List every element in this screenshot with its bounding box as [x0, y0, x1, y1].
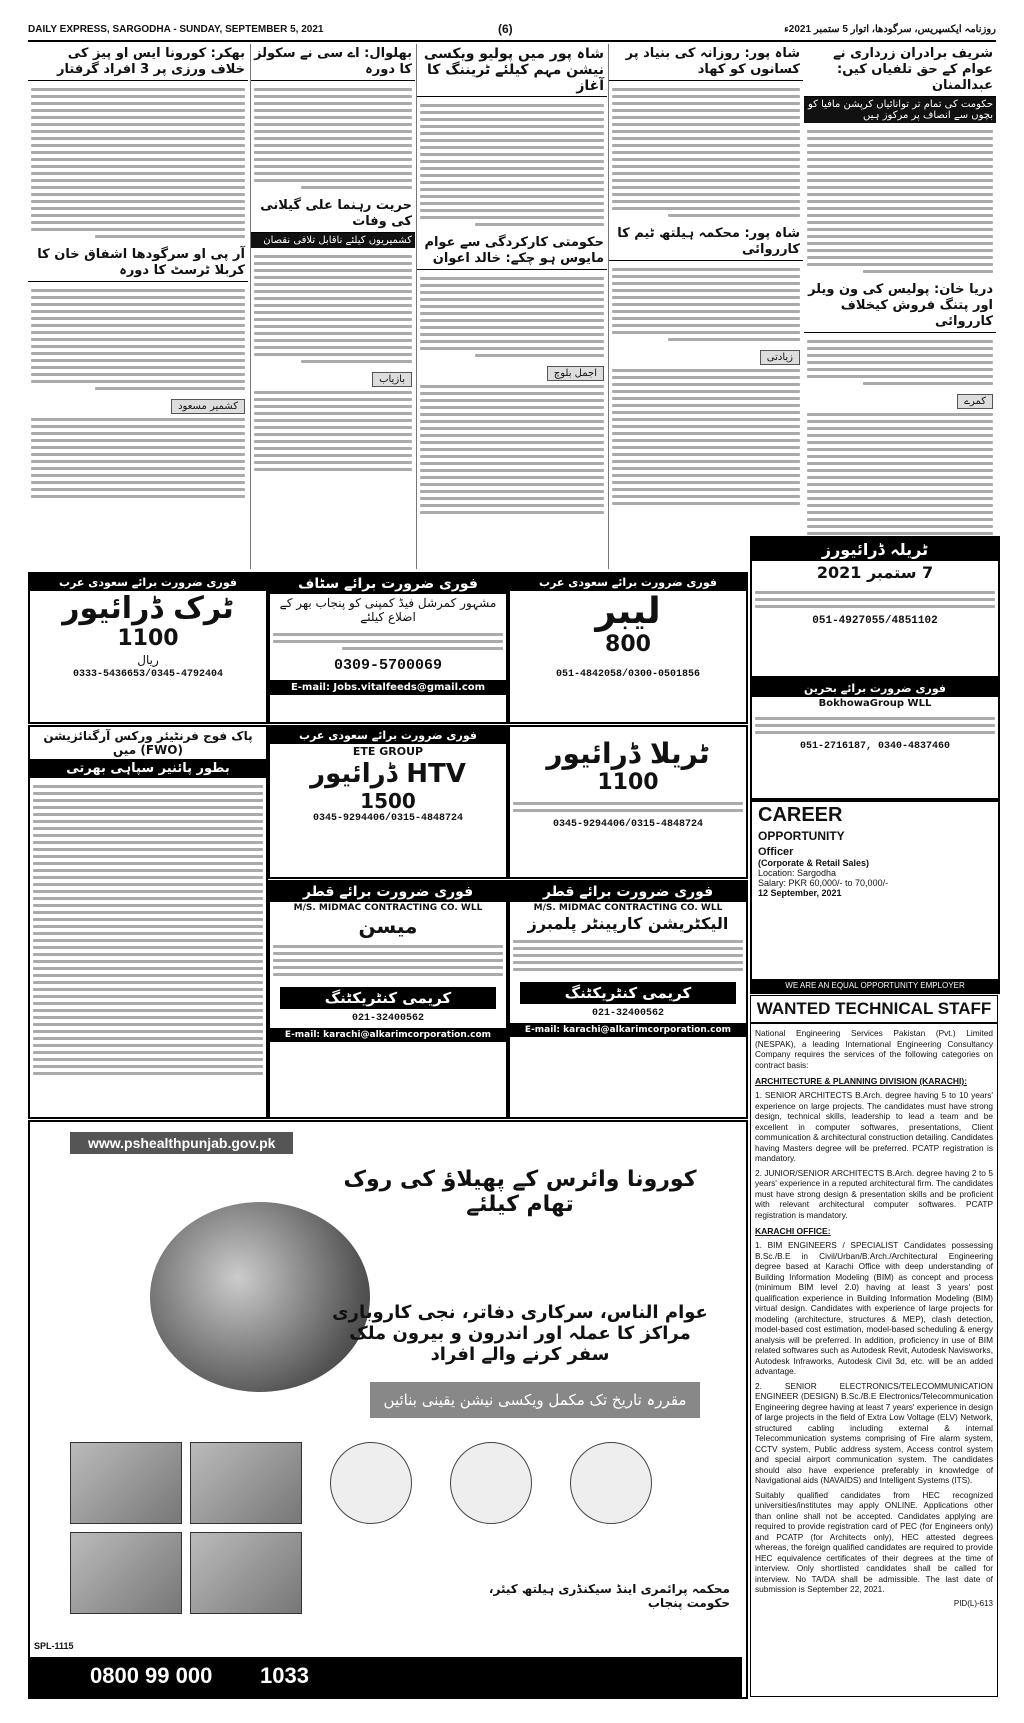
article-text [804, 123, 996, 280]
career-salary: Salary: PKR 60,000/- to 70,000/- [758, 878, 889, 888]
wanted-paragraph: Suitably qualified candidates from HEC recognized universities/institutes may apply ONLINE. Applications other than online shall not be accepted. Candidates applying are required to provide registration card of PEC (for Engineers only) and PCATP (for Architects only), HEC attested degrees whereas, the foreign qualified candidates are required to provide HEC equivalence certificates of their degrees at the time of interview. Only shortlisted candidates shall be called for interview. No TA/DA shall be admissible. The last date of submission is September 22, 2021. [755, 1489, 993, 1594]
ad-email: E-mail: karachi@alkarimcorporation.com [270, 1028, 506, 1042]
ad-phone: 051-4927055/4851102 [812, 615, 938, 627]
ad-banner: فوری ضرورت برائے قطر [510, 882, 746, 902]
ad-trailer-driver [508, 725, 748, 879]
page-number: (6) [498, 22, 513, 36]
headline-2: حکومتی کارکردگی سے عوام مایوس ہو چکے: خالد اعوان [417, 233, 607, 270]
news-column-2 [608, 44, 803, 569]
covid-audience: عوام الناس، سرکاری دفاتر، نجی کاروباری مراکز کا عملہ اور اندرون و بیرون ملک سفر کرنے والے افراد [332, 1302, 708, 1365]
article-text [28, 282, 248, 505]
article-text [28, 81, 248, 245]
ad-banner: ٹریلہ ڈرائیورز [752, 538, 998, 561]
article-text [417, 97, 607, 233]
headline: بھکر: کورونا ایس او پیز کی خلاف ورزی پر 3 افراد گرفتار [28, 44, 248, 81]
ad-saudi-truck-driver [28, 572, 268, 724]
ad-date: 7 ستمبر 2021 [816, 563, 934, 582]
deadline-circle [450, 1442, 532, 1524]
covid-footer [30, 1657, 742, 1697]
wanted-paragraph: 1. BIM ENGINEERS / SPECIALIST Candidates possessing B.Sc./B.E in Civil/Urban/B.Arch./Architectural Engineering degree based at Karachi Office with deep understanding of Building Information Modeling (BIM) as concept and process (minimum BIM level 2.0) having at least 3 years' post qualification experience in Building Information Modeling (BIM) virtual design. Candidates with experience of large projects for modeling (architecture, structures & MEP), clash detection, model-based cost estimation, model-based scheduling & energy analysis will be preferred. In addition, proficiency in use of BIM related softwares such as Autodesk Revit, Autodesk Navisworks, Autodesk Infraworks, Autodesk Civil 3d, etc. will be an added advantage. [755, 1240, 993, 1376]
deadline-circle [570, 1442, 652, 1524]
article-label: بازیاب [372, 372, 412, 387]
article-text [609, 261, 803, 512]
headline-2: شاہ پور: محکمہ ہیلتھ ٹیم کا کارروائی [609, 224, 803, 261]
article-text [609, 81, 803, 224]
ad-company: BokhowaGroup WLL [818, 698, 932, 709]
career-role-detail: (Corporate & Retail Sales) [758, 858, 870, 868]
ad-footer: کریمی کنٹریکٹنگ [280, 987, 496, 1009]
wanted-ref: PID(L)-613 [953, 1598, 993, 1608]
news-section [28, 44, 996, 569]
ad-covid-vaccination [28, 1120, 748, 1699]
photo [190, 1442, 302, 1524]
wanted-paragraph: 1. SENIOR ARCHITECTS B.Arch. degree having 5 to 10 years' experience on large projects. The candidates must have strong design, technical skills, leadership to lead a team and be excellent in computer softwares, presentations, Client communication & architectural construction detailing. Candidates having Masters degree will be preferred. PCATP registration is mandatory. [755, 1090, 993, 1163]
ad-qatar-mason [268, 880, 508, 1119]
ad-vital-feeds [268, 572, 508, 724]
ad-banner: فوری ضرورت برائے بحرین [752, 680, 998, 697]
photo [190, 1532, 302, 1614]
article-label: اجمل بلوچ [547, 366, 604, 381]
ad-trailer-drivers [750, 536, 1000, 678]
article-label: کشمیر مسعود [171, 399, 245, 414]
ad-salary: 1100 [597, 770, 659, 795]
career-deadline: 12 September, 2021 [758, 888, 842, 898]
ad-fwo-recruitment [28, 725, 268, 1119]
ad-email: E-mail: Jobs.vitalfeeds@gmail.com [270, 680, 506, 695]
ad-salary: 1500 [360, 789, 416, 813]
newspaper-page [28, 20, 996, 1700]
subheadline: حکومت کی تمام تر توانائیاں کرپشن مافیا کو بچوں سے انصاف پر مرکوز ہیں [804, 97, 996, 123]
ad-currency: ریال [137, 653, 159, 667]
article-text [804, 333, 996, 569]
covid-helpline: 1033 [260, 1663, 309, 1688]
wanted-intro: National Engineering Services Pakistan (Pvt.) Limited (NESPAK), a leading International Engineering Consultancy Company requires the services of the following categories on contract basis: [755, 1028, 993, 1070]
article-text [417, 270, 607, 521]
photo [70, 1442, 182, 1524]
photo [70, 1532, 182, 1614]
ad-banner: فوری ضرورت برائے سٹاف [270, 574, 506, 594]
ad-email: E-mail: karachi@alkarimcorporation.com [510, 1023, 746, 1037]
ad-banner: فوری ضرورت برائے سعودی عرب [30, 574, 266, 591]
ad-title: لیبر [595, 591, 661, 632]
ad-phone: 021-32400562 [591, 1008, 664, 1019]
ad-phone: 051-4842058/0300-0501856 [555, 669, 701, 680]
page-header [28, 20, 996, 42]
ad-description: مشہور کمرشل فیڈ کمپنی کو پنجاب بھر کے اضلاع کیلئے [279, 596, 497, 624]
ad-title: الیکٹریشن کارپینٹر پلمبرز [527, 914, 729, 933]
subheadline: کشمیریوں کیلئے ناقابل تلافی نقصان [251, 233, 415, 248]
header-right: روزنامہ ایکسپریس، سرگودھا، اتوار 5 ستمبر 2021ء [784, 24, 996, 35]
ad-wanted-technical-staff [750, 995, 998, 1697]
article-label: کمرے [957, 394, 993, 409]
covid-url: www.pshealthpunjab.gov.pk [70, 1132, 293, 1154]
ad-phone: 021-32400562 [351, 1013, 424, 1024]
ad-banner: فوری ضرورت برائے سعودی عرب [270, 727, 506, 744]
covid-headline: کورونا وائرس کے پھیلاؤ کی روک تھام کیلئے [343, 1167, 697, 1217]
headline-2: دریا خان: پولیس کی ون ویلر اور پتنگ فروش کیخلاف کارروائی [804, 280, 996, 333]
ad-title: میسن [358, 914, 418, 938]
career-subtitle: OPPORTUNITY [758, 829, 845, 843]
news-column-3 [416, 44, 607, 569]
ad-title: ٹریلا ڈرائیور [546, 737, 710, 770]
ad-company: M/S. MIDMAC CONTRACTING CO. WLL [293, 903, 483, 913]
article-label: زیادتی [760, 350, 800, 365]
article-text [251, 81, 415, 196]
header-left: DAILY EXPRESS, SARGODHA - SUNDAY, SEPTEMBER 5, 2021 [28, 24, 324, 35]
covid-department: محکمہ پرائمری اینڈ سیکنڈری ہیلتھ کیئر، حکومت پنجاب [488, 1582, 730, 1610]
ad-salary: 1100 [117, 626, 179, 651]
ad-saudi-labour [508, 572, 748, 724]
headline-2: آر پی او سرگودھا اشفاق خان کا کربلا ٹرسٹ کا دورہ [28, 245, 248, 282]
article-text [251, 248, 415, 478]
headline: بھلوال: اے سی نے سکولز کا دورہ [251, 44, 415, 81]
covid-phone: 0800 99 000 [90, 1663, 213, 1688]
ad-footer: کریمی کنٹریکٹنگ [520, 982, 736, 1004]
wanted-title: WANTED TECHNICAL STAFF [751, 996, 997, 1024]
ad-phone: 051-2716187, 0340-4837460 [799, 741, 951, 752]
wanted-section: ARCHITECTURE & PLANNING DIVISION (KARACHI): [755, 1076, 968, 1086]
headline-2: حریت رہنما علی گیلانی کی وفات [251, 196, 415, 233]
ad-title: ٹرک ڈرائیور [62, 591, 234, 626]
ad-salary: 800 [605, 632, 651, 657]
career-role: Officer [758, 846, 794, 858]
ad-banner: فوری ضرورت برائے سعودی عرب [510, 574, 746, 591]
ad-career-opportunity [750, 800, 1000, 994]
wanted-paragraph: 2. SENIOR ELECTRONICS/TELECOMMUNICATION ENGINEER (DESIGN) B.Sc./B.E Electronics/Telecommunication Engineering degree having at least 7 years' experience in design of large projects in the field of Extra Low Voltage (ELV) Network, structured cabling including external & internal Telecommunication systems comprising of Fire alarm system, CCTV system, Public address system, Access control system and special airport communication system. The candidates should also have experience preferably in knowledge of Navigational aids (NAVAIDS) and Intelligent Systems (ITS). [755, 1380, 993, 1485]
wanted-paragraph: 2. JUNIOR/SENIOR ARCHITECTS B.Arch. degree having 2 to 5 years' experience in a reputed architectural firm. The candidates must have strong design & presentation skills and be proficient with relevant architectural computer softwares. PCATP registration is mandatory. [755, 1167, 993, 1220]
covid-banner: مقررہ تاریخ تک مکمل ویکسی نیشن یقینی بنائیں [370, 1382, 700, 1418]
news-column-1 [804, 44, 996, 569]
ad-title: HTV ڈرائیور [310, 759, 466, 789]
covid-ref: SPL-1115 [34, 1641, 74, 1651]
deadline-circle [330, 1442, 412, 1524]
news-column-5 [28, 44, 248, 569]
career-location: Location: Sargodha [758, 868, 837, 878]
ad-company: ETE GROUP [352, 745, 424, 758]
ad-qatar-electrician [508, 880, 748, 1119]
career-footer: WE ARE AN EQUAL OPPORTUNITY EMPLOYER [752, 979, 998, 992]
ad-phone: 0309-5700069 [333, 657, 443, 674]
ad-title: پاک فوج فرنٹیئر ورکس آرگنائزیشن (FWO) میں [43, 729, 253, 757]
wanted-section: KARACHI OFFICE: [755, 1226, 831, 1236]
news-column-4 [250, 44, 415, 569]
ad-phone: 0345-9294406/0315-4848724 [552, 819, 704, 830]
headline: شاہ پور: روزانہ کی بنیاد پر کسانوں کو کھاد [609, 44, 803, 81]
headline: شریف برادران زرداری نے عوام کے حق تلفیاں کیں: عبدالمنان [804, 44, 996, 97]
headline: شاہ پور میں پولیو ویکسی نیشن مہم کیلئے ٹریننگ کا آغاز [417, 44, 607, 97]
ad-bahrain [750, 678, 1000, 800]
ad-subtitle: بطور پائنیر سپاہی بھرتی [30, 759, 266, 778]
ad-phone: 0345-9294406/0315-4848724 [312, 813, 464, 824]
ad-ete-htv-driver [268, 725, 508, 879]
career-title: CAREER [758, 804, 843, 826]
ad-phone: 0333-5436653/0345-4792404 [72, 669, 224, 680]
ad-company: M/S. MIDMAC CONTRACTING CO. WLL [533, 903, 723, 913]
ad-banner: فوری ضرورت برائے قطر [270, 882, 506, 902]
